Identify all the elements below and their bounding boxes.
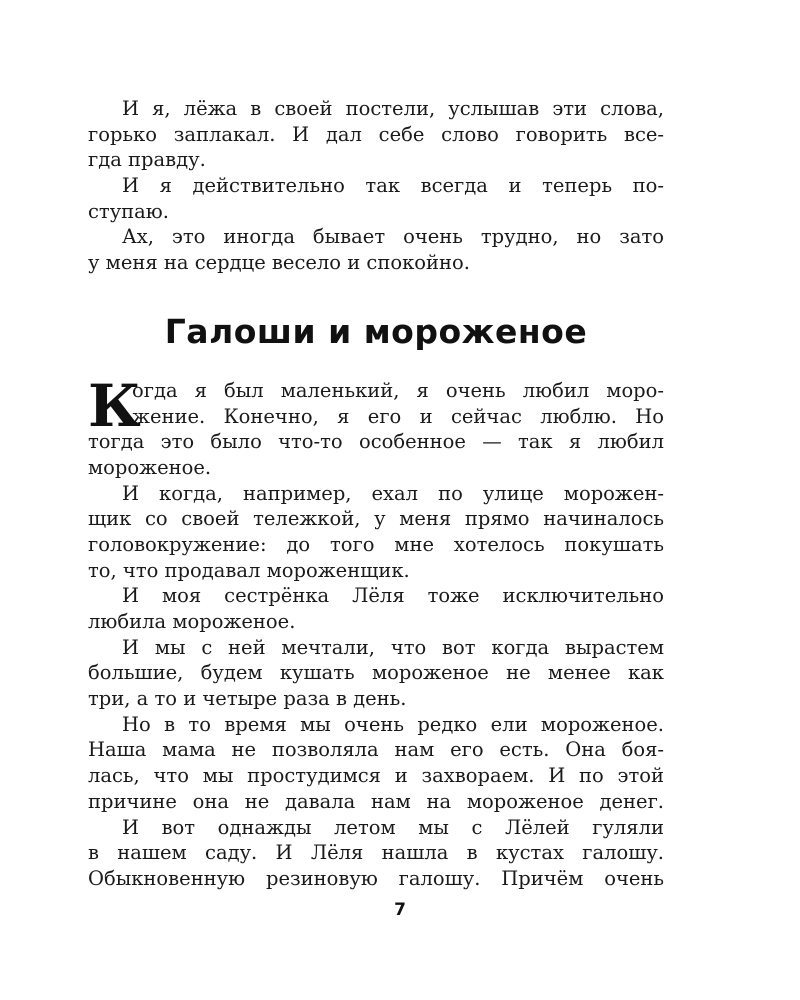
text-line: И моя сестрёнка Лёля тоже исключительно	[122, 584, 664, 608]
text-line: горько заплакал. И дал себе слово говорить все-	[88, 122, 664, 146]
text-line: И когда, например, ехал по улице морожен-	[122, 481, 664, 505]
text-line: И я, лёжа в своей постели, услышав эти слова,	[122, 97, 664, 120]
text-line: Ах, это иногда бывает очень трудно, но зато	[122, 225, 664, 249]
text-line: И я действительно так всегда и теперь по-	[122, 174, 664, 198]
text-line: огда я был маленький, я очень любил моро-	[132, 378, 664, 402]
chapter-text	[88, 371, 664, 892]
intro-text	[88, 96, 664, 276]
text-line: гда правду.	[88, 148, 206, 172]
page-number: 7	[394, 900, 406, 920]
text-line: у меня на сердце весело и спокойно.	[88, 251, 470, 275]
chapter-title: Галоши и мороженое	[164, 311, 588, 351]
text-line: ступаю.	[88, 199, 169, 223]
text-line: щик со своей тележкой, у меня прямо начиналось	[88, 507, 664, 531]
text-line: Обыкновенную резиновую галошу. Причём очень	[88, 866, 664, 890]
drop-cap: К	[88, 371, 141, 440]
text-line: причине она не давала нам на мороженое денег.	[88, 789, 664, 813]
text-line: жение. Конечно, я его и сейчас люблю. Но	[132, 404, 664, 428]
text-line: в нашем саду. И Лёля нашла в кустах галошу.	[88, 841, 664, 865]
text-line: то, что продавал мороженщик.	[88, 558, 410, 582]
text-line: большие, будем кушать мороженое не менее как	[88, 661, 664, 685]
text-line: И мы с ней мечтали, что вот когда вырастем	[122, 635, 664, 659]
text-line: три, а то и четыре раза в день.	[88, 687, 407, 711]
book-page	[88, 96, 664, 892]
text-line: тогда это было что-то особенное — так я любил	[88, 430, 664, 454]
text-line: И вот однажды летом мы с Лёлей гуляли	[122, 815, 664, 839]
text-line: лась, что мы простудимся и захвораем. И по этой	[88, 764, 664, 788]
text-line: любила мороженое.	[88, 610, 296, 633]
text-line: Но в то время мы очень редко ели мороженое.	[122, 712, 664, 736]
text-line: Наша мама не позволяла нам его есть. Она боя-	[88, 738, 664, 762]
text-line: мороженое.	[88, 455, 212, 479]
text-line: головокружение: до того мне хотелось покушать	[88, 532, 664, 556]
